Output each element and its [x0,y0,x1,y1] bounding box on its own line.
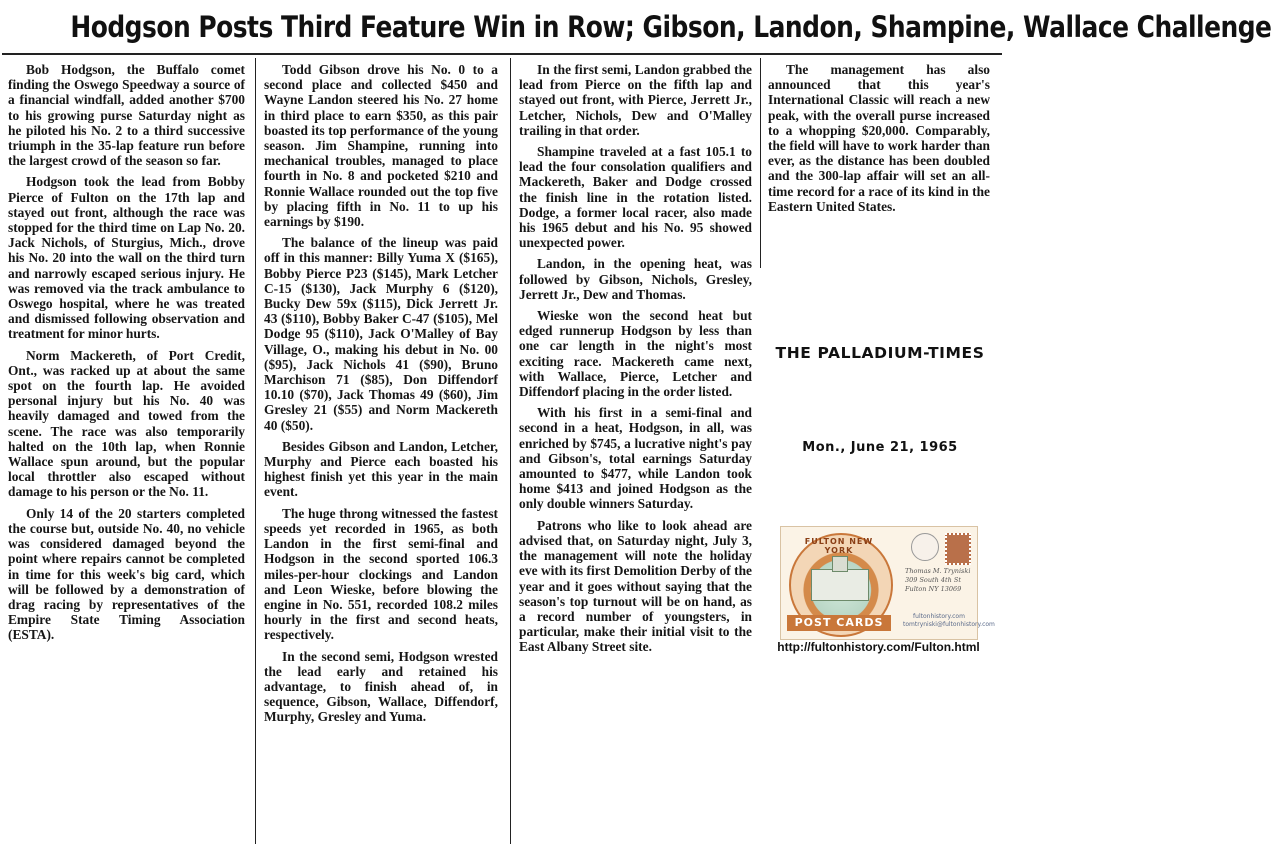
postcard-logo [780,526,995,640]
article-column-4 [768,62,990,220]
building-icon [811,569,869,601]
paragraph: The balance of the lineup was paid off in this manner: Billy Yuma X ($165), Bobby Pierce P23 ($145), Mark Letcher C-15 ($130), Jack Murphy 6 ($120), Bucky Dew 59x ($115), Dick Jerrett Jr. 43 ($110), Bobby Baker C-47 ($105), Mel Dodge 95 ($110), Jack O'Malley of Bay Village, O., making his debut in No. 00 ($95), Jack Nichols 41 ($90), Bruno Marchison 71 ($85), Don Diffendorf 10.10 ($70), Jack Thomas 49 ($60), Jim Gresley 21 ($55) and Norm Mackereth 40 ($50). [264,235,498,433]
article-column-2 [264,62,498,731]
stamp-icon [945,533,971,565]
newspaper-masthead: THE PALLADIUM-TIMES [775,344,985,362]
paragraph: Wieske won the second heat but edged runnerup Hodgson by less than one car length in the night's most exciting race. Mackereth came next, with Wallace, Pierce, Letcher and Diffendorf placing in the order listed. [519,308,752,400]
postcard-site-1: fultonhistory.com [913,613,965,620]
paragraph: In the first semi, Landon grabbed the lead from Pierce on the fifth lap and stayed out front, with Pierce, Jerrett Jr., Letcher, Nichols, Dew and O'Malley trailing in that order. [519,62,752,138]
paragraph: Patrons who like to look ahead are advised that, on Saturday night, July 3, the management will note the holiday eve with its first Demolition Derby of the year and it goes without saying that the season's top turnout will be on hand, as a record number of youngsters, in particular, make their initial visit to the East Albany Street site. [519,517,752,655]
source-url-link[interactable]: http://fultonhistory.com/Fulton.html [777,640,980,654]
postmark-icon [911,533,939,561]
column-divider [760,58,761,268]
postcard-site [903,613,995,629]
paragraph: Hodgson took the lead from Bobby Pierce of Fulton on the 17th lap and stayed out front, although the race was stopped for the third time on Lap No. 20. Jack Nichols, of Sturgius, Mich., drove his No. 20 into the wall on the third turn and narrowly escaped serious injury. He was removed via the track ambulance to Oswego hospital, where he was treated and dismissed following observation and treatment for minor hurts. [8,174,245,342]
headline-rule [2,53,1002,55]
paragraph: In the second semi, Hodgson wrested the lead early and retained his advantage, to finish ahead of, in sequence, Gibson, Wallace, Diffendorf, Murphy, Gresley and Yuma. [264,648,498,725]
paragraph: Besides Gibson and Landon, Letcher, Murphy and Pierce each boasted his highest finish yet this year in the main event. [264,438,498,500]
paragraph: Bob Hodgson, the Buffalo comet finding the Oswego Speedway a source of a financial windfall, added another $700 to his growing purse Saturday night as he piloted his No. 2 to a third successive triumph in the 35-lap feature run before the largest crowd of the season so far. [8,62,245,169]
paragraph: The management has also announced that this year's International Classic will reach a new peak, with the overall purse increased to a whopping $20,000. Comparably, the field will have to work harder than ever, as the distance has been doubled and the 300-lap affair will set an all-time record for a race of its kind in the Eastern United States. [768,62,990,214]
paragraph: The huge throng witnessed the fastest speeds yet recorded in 1965, as both Landon in the first semi-final and Hodgson in the second sported 106.3 miles-per-hour clockings and Landon and Leon Wieske, before blowing the engine in No. 551, recorded 108.2 miles hourly in the first and second heats, respectively. [264,505,498,643]
column-divider [255,58,256,844]
dateline: Mon., June 21, 1965 [802,440,958,455]
paragraph: Norm Mackereth, of Port Credit, Ont., was racked up at about the same spot on the fourth lap. He avoided personal injury but his No. 40 was heavily damaged and towed from the scene. The race was also temporarily halted on the 10th lap, when Ronnie Wallace spun around, but the popular local throttler also escaped without damage to his person or the No. 11. [8,347,245,500]
postcard-banner: POST CARDS [787,615,891,631]
postcard-site-2: tomtryniski@fultonhistory.com [903,621,995,628]
postcard-address: Thomas M. Tryniski 309 South 4th St Fulton NY 13069 [905,567,971,593]
paragraph: Only 14 of the 20 starters completed the course but, outside No. 40, no vehicle was considered damaged beyond the point where repairs cannot be completed in time for this week's big card, which will be followed by a demonstration of drag racing by representatives of the Empire State Timing Association (ESTA). [8,505,245,643]
headline: Hodgson Posts Third Feature Win in Row; Gibson, Landon, Shampine, Wallace Challenge [70,10,1271,44]
article-column-3 [519,62,752,661]
paragraph: With his first in a semi-final and second in a heat, Hodgson, in all, was enriched by $745, a lucrative night's pay and Gibson's, total earnings Saturday amounted to $477, while Landon took home $413 and joined Hodgson as the only double winners Saturday. [519,405,752,512]
column-divider [510,58,511,844]
paragraph: Todd Gibson drove his No. 0 to a second place and collected $450 and Wayne Landon steered his No. 27 home in third place to earn $350, as this pair boasted its top performance of the young season. Jim Shampine, running into mechanical troubles, managed to place fourth in No. 8 and pocketed $210 and Ronnie Wallace rounded out the top five by placing fifth in No. 11 to up his earnings by $190. [264,62,498,230]
paragraph: Landon, in the opening heat, was followed by Gibson, Nichols, Gresley, Jerrett Jr., Dew and Thomas. [519,256,752,302]
article-column-1 [8,62,245,649]
paragraph: Shampine traveled at a fast 105.1 to lead the four consolation qualifiers and Mackereth, Baker and Dodge crossed the finish line in the rotation listed. Dodge, a former local racer, also made his 1965 debut and his No. 95 showed unexpected power. [519,144,752,251]
postcard-arc-text: FULTON NEW YORK [804,537,874,555]
